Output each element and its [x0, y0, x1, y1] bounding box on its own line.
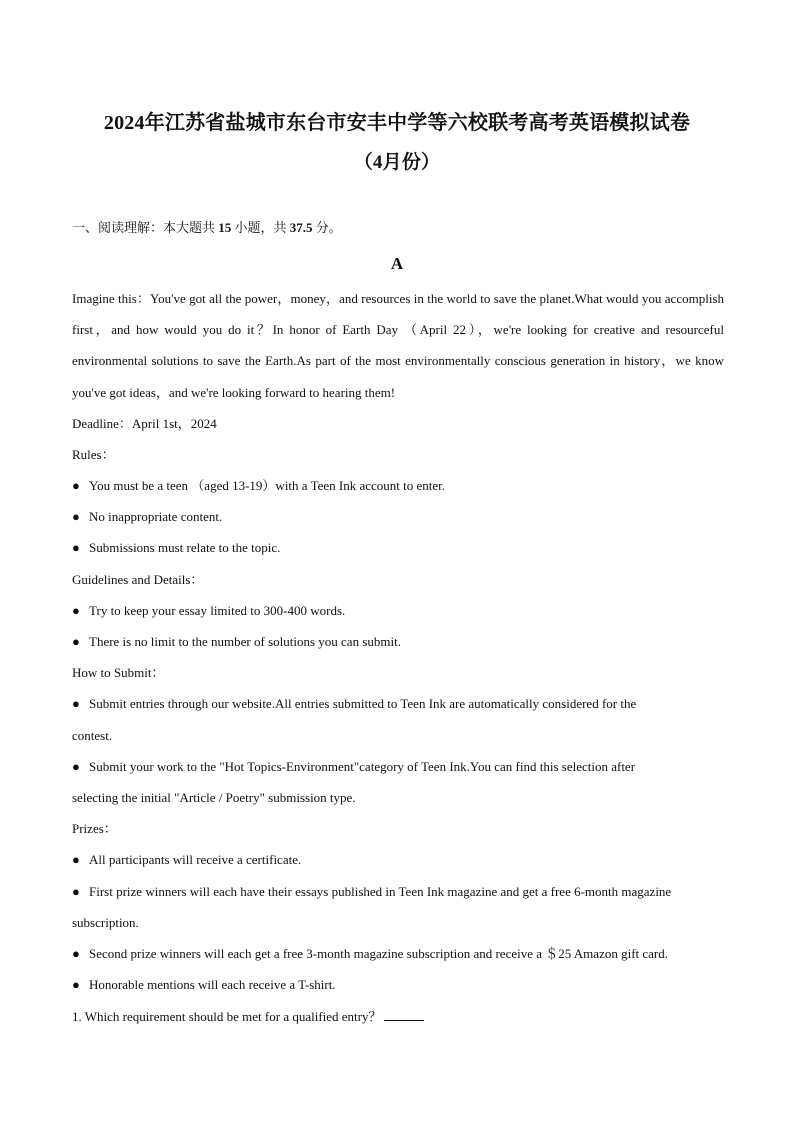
prize-text-continued: subscription.: [72, 915, 139, 930]
bullet-icon: ●: [72, 977, 80, 992]
submit-item: [72, 694, 724, 714]
question-count: 15: [218, 220, 232, 235]
submit-item: [72, 757, 724, 777]
question-number: 1.: [72, 1009, 82, 1024]
prize-item: [72, 944, 724, 964]
passage-intro: Imagine this：You've got all the power，money，and resources in the world to save the planet.What would you accomplish first，and how would you do it？In honor of Earth Day （April 22），we're looking for creative and resourceful environmental solutions to save the Earth.As part of the most environmentally conscious generation in history，we know you've got ideas，and we're looking forward to hearing them!: [72, 291, 724, 400]
answer-blank[interactable]: [384, 1008, 424, 1021]
submit-text: Submit entries through our website.All entries submitted to Teen Ink are automatically considered for the: [89, 696, 637, 711]
prize-item: [72, 850, 724, 870]
section-heading: [72, 217, 342, 236]
bullet-icon: ●: [72, 946, 80, 961]
guideline-text: There is no limit to the number of solutions you can submit.: [89, 634, 401, 649]
section-score: 37.5: [289, 220, 313, 235]
rule-item: [72, 507, 724, 527]
section-heading-prefix: 一、阅读理解：本大题共: [72, 220, 216, 235]
bullet-icon: ●: [72, 696, 80, 711]
bullet-icon: ●: [72, 884, 80, 899]
prizes-heading: Prizes：: [72, 821, 117, 836]
bullet-icon: ●: [72, 852, 80, 867]
bullet-icon: ●: [72, 478, 80, 493]
question-text: Which requirement should be met for a qualified entry？: [84, 1009, 382, 1024]
section-heading-suffix: 分。: [315, 220, 342, 235]
prize-item: [72, 975, 724, 995]
exam-title: 2024年江苏省盐城市东台市安丰中学等六校联考高考英语模拟试卷: [103, 112, 691, 134]
prize-text: All participants will receive a certificate.: [89, 852, 302, 867]
submit-text: Submit your work to the "Hot Topics-Environment"category of Teen Ink.You can find this selection after: [89, 759, 636, 774]
section-heading-middle: 小题，共: [234, 220, 287, 235]
deadline-text: Deadline：April 1st，2024: [72, 416, 217, 431]
rules-heading: Rules：: [72, 447, 115, 462]
submit-text-continued: contest.: [72, 728, 113, 743]
rule-item: [72, 538, 724, 558]
rule-text: You must be a teen （aged 13-19）with a Teen Ink account to enter.: [89, 478, 446, 493]
guideline-item: [72, 632, 724, 652]
prize-item: [72, 882, 724, 902]
rule-item: [72, 476, 724, 496]
bullet-icon: ●: [72, 509, 80, 524]
guideline-text: Try to keep your essay limited to 300-400 words.: [89, 603, 346, 618]
prize-text: Honorable mentions will each receive a T-shirt.: [89, 977, 336, 992]
passage-label: A: [390, 254, 404, 273]
bullet-icon: ●: [72, 634, 80, 649]
submit-heading: How to Submit：: [72, 665, 165, 680]
rule-text: Submissions must relate to the topic.: [89, 540, 281, 555]
bullet-icon: ●: [72, 540, 80, 555]
guidelines-heading: Guidelines and Details：: [72, 572, 204, 587]
guideline-item: [72, 601, 724, 621]
prize-text: Second prize winners will each get a free 3-month magazine subscription and receive a ＄25 Amazon gift card.: [89, 946, 669, 961]
rule-text: No inappropriate content.: [89, 509, 223, 524]
bullet-icon: ●: [72, 603, 80, 618]
bullet-icon: ●: [72, 759, 80, 774]
exam-subtitle: （4月份）: [353, 152, 441, 173]
question-1: [72, 1007, 724, 1027]
submit-text-continued: selecting the initial "Article / Poetry" submission type.: [72, 790, 356, 805]
prize-text: First prize winners will each have their essays published in Teen Ink magazine and get a free 6-month magazine: [89, 884, 672, 899]
